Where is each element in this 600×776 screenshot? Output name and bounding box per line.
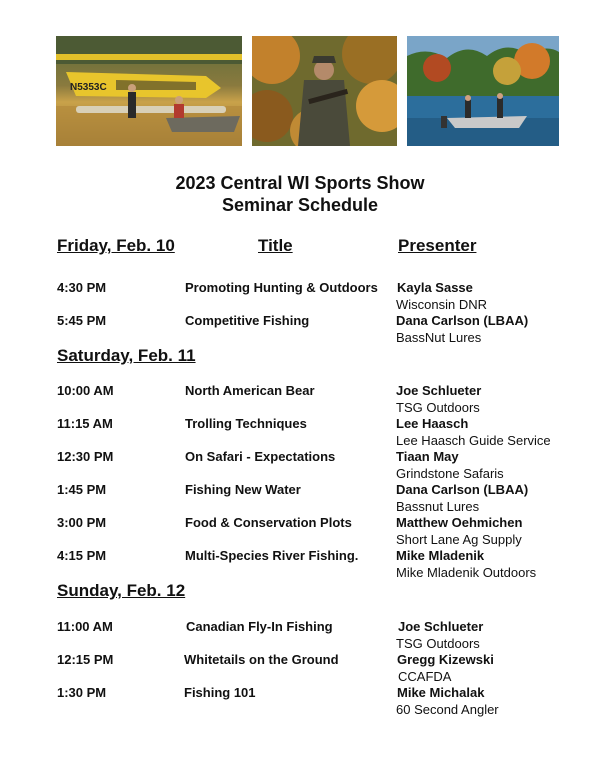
- presenter-name: Matthew Oehmichen: [396, 515, 523, 530]
- schedule-row: [0, 652, 600, 686]
- presenter-name: Joe Schlueter: [396, 383, 482, 398]
- presenter-organization: TSG Outdoors: [396, 400, 480, 415]
- presenter-name: Dana Carlson (LBAA): [396, 313, 529, 328]
- presenter-name: Kayla Sasse: [397, 280, 473, 295]
- schedule-row: [0, 383, 600, 417]
- hunter-photo: [252, 36, 397, 146]
- presenter-organization: Grindstone Safaris: [396, 466, 504, 481]
- seminar-title: Competitive Fishing: [185, 313, 310, 328]
- schedule-row: [0, 619, 600, 653]
- fishing-boat-photo: [407, 36, 559, 146]
- schedule-row: [0, 685, 600, 719]
- presenter-organization: CCAFDA: [398, 669, 452, 684]
- presenter-organization: BassNut Lures: [396, 330, 482, 345]
- presenter-name: Mike Michalak: [397, 685, 485, 700]
- schedule-row: [0, 482, 600, 516]
- day-heading-saturday: Saturday, Feb. 11: [57, 346, 196, 365]
- seminar-title: Fishing 101: [184, 685, 256, 700]
- seminar-time: 12:15 PM: [57, 652, 114, 667]
- header-friday: Friday, Feb. 10: [57, 236, 175, 255]
- presenter-name: Dana Carlson (LBAA): [396, 482, 529, 497]
- schedule-row: [0, 449, 600, 483]
- header-title: Title: [258, 236, 293, 255]
- presenter-name: Tiaan May: [396, 449, 459, 464]
- presenter-organization: Bassnut Lures: [396, 499, 480, 514]
- presenter-name: Mike Mladenik: [396, 548, 485, 563]
- photo-banner: [56, 36, 559, 146]
- presenter-name: Joe Schlueter: [398, 619, 484, 634]
- seminar-time: 12:30 PM: [57, 449, 114, 464]
- seminar-time: 4:30 PM: [57, 280, 107, 295]
- title-line-1: 2023 Central WI Sports Show: [175, 173, 425, 193]
- header-presenter: Presenter: [398, 236, 477, 255]
- presenter-name: Lee Haasch: [396, 416, 469, 431]
- presenter-organization: Mike Mladenik Outdoors: [396, 565, 537, 580]
- schedule-row: [0, 548, 600, 582]
- schedule-row: [0, 280, 600, 314]
- day-heading-sunday: Sunday, Feb. 12: [57, 581, 186, 600]
- seminar-time: 11:15 AM: [57, 416, 113, 431]
- schedule-row: [0, 515, 600, 549]
- floatplane-photo: [56, 36, 242, 146]
- presenter-name: Gregg Kizewski: [397, 652, 494, 667]
- seminar-title: Trolling Techniques: [185, 416, 307, 431]
- schedule-row: [0, 416, 600, 450]
- seminar-title: Promoting Hunting & Outdoors: [185, 280, 378, 295]
- presenter-organization: Lee Haasch Guide Service: [396, 433, 551, 448]
- title-line-2: Seminar Schedule: [221, 195, 379, 215]
- seminar-time: 1:45 PM: [57, 482, 107, 497]
- seminar-title: On Safari - Expectations: [185, 449, 336, 464]
- presenter-organization: TSG Outdoors: [396, 636, 480, 651]
- presenter-organization: Wisconsin DNR: [396, 297, 488, 312]
- seminar-time: 3:00 PM: [57, 515, 107, 530]
- seminar-title: Multi-Species River Fishing.: [185, 548, 359, 563]
- schedule-row: [0, 313, 600, 347]
- presenter-organization: 60 Second Angler: [396, 702, 499, 717]
- seminar-time: 1:30 PM: [57, 685, 107, 700]
- seminar-time: 4:15 PM: [57, 548, 107, 563]
- seminar-title: Fishing New Water: [185, 482, 301, 497]
- seminar-title: Whitetails on the Ground: [184, 652, 339, 667]
- document-title: [0, 172, 600, 216]
- seminar-title: Canadian Fly-In Fishing: [186, 619, 333, 634]
- seminar-time: 5:45 PM: [57, 313, 107, 328]
- seminar-time: 11:00 AM: [57, 619, 113, 634]
- seminar-title: North American Bear: [185, 383, 315, 398]
- plane-tail-number: N5353C: [70, 82, 107, 93]
- seminar-title: Food & Conservation Plots: [185, 515, 352, 530]
- seminar-time: 10:00 AM: [57, 383, 114, 398]
- presenter-organization: Short Lane Ag Supply: [396, 532, 522, 547]
